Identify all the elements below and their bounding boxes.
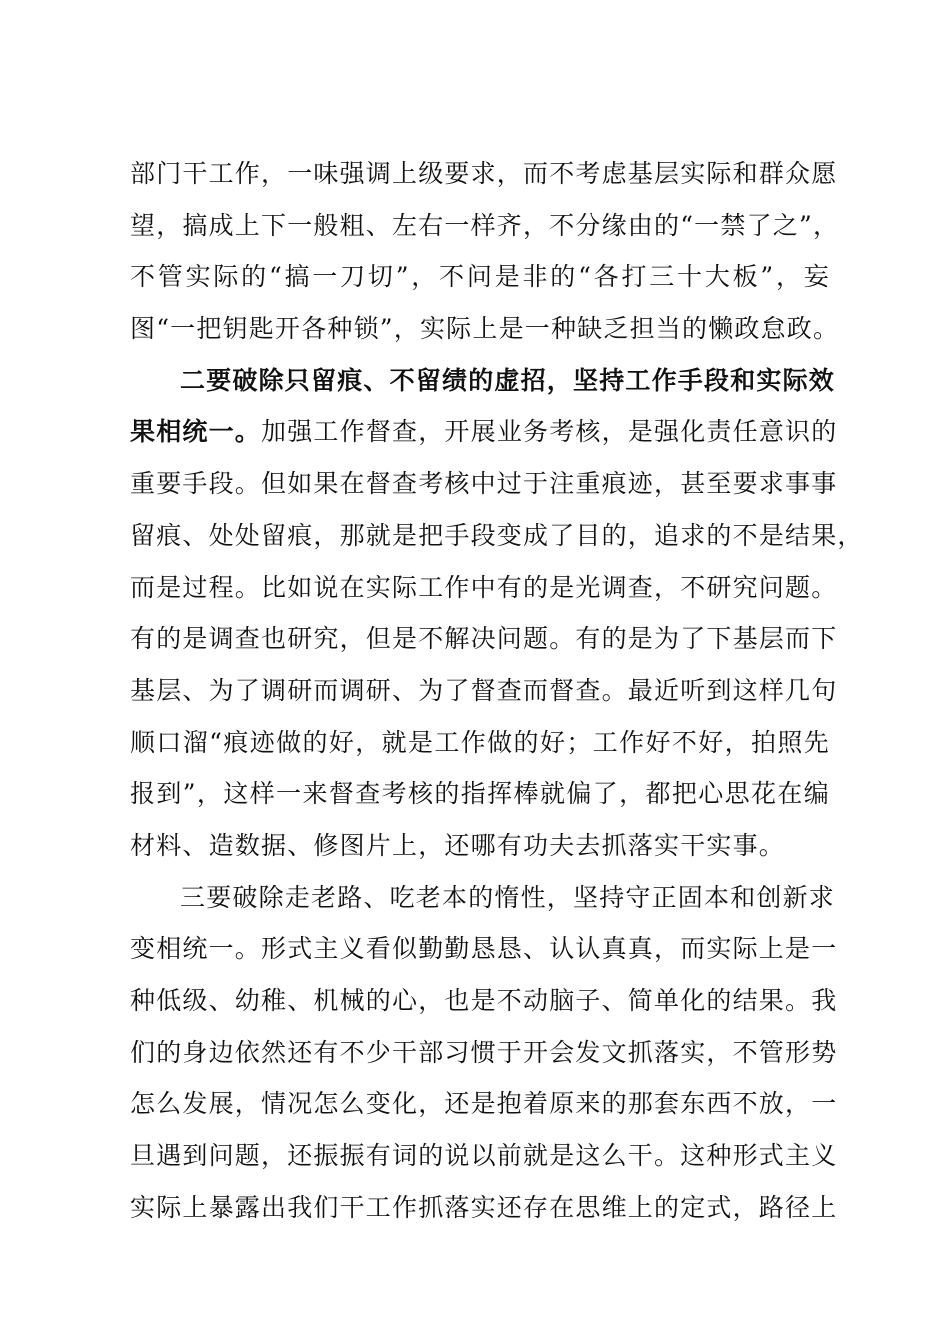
text-line: 重要手段。但如果在督查考核中过于注重痕迹，甚至要求事事	[130, 469, 838, 499]
text-line: 图“一把钥匙开各种锁”，实际上是一种缺乏担当的懒政怠政。	[130, 314, 840, 344]
text-line: 实际上暴露出我们干工作抓落实还存在思维上的定式，路径上	[130, 1192, 838, 1222]
text-line: 顺口溜“痕迹做的好，就是工作做的好；工作好不好，拍照先	[130, 727, 830, 757]
text-line: 不管实际的“搞一刀切”，不问是非的“各打三十大板”，妄	[130, 262, 830, 292]
text-line	[130, 406, 838, 458]
text-line: 部门干工作，一味强调上级要求，而不考虑基层实际和群众愿	[130, 159, 838, 188]
text-line-rest: 加强工作督查，开展业务考核，是强化责任意识的	[261, 417, 838, 447]
text-line: 材料、造数据、修图片上，还哪有功夫去抓落实干实事。	[130, 830, 786, 860]
paragraph-heading-tail: 果相统一。	[130, 417, 262, 447]
text-line: 基层、为了调研而调研、为了督查而督查。最近听到这样几句	[130, 675, 838, 705]
text-line: 有的是调查也研究，但是不解决问题。有的是为了下基层而下	[130, 624, 838, 654]
text-line: 旦遇到问题，还振振有词的说以前就是这么干。这种形式主义	[130, 1141, 838, 1171]
text-line: 们的身边依然还有不少干部习惯于开会发文抓落实，不管形势	[130, 1037, 838, 1067]
text-line: 报到”，这样一来督查考核的指挥棒就偏了，都把心思花在编	[130, 779, 830, 809]
paragraph-heading: 二要破除只留痕、不留绩的虚招，坚持工作手段和实际效	[180, 365, 836, 395]
text-line: 而是过程。比如说在实际工作中有的是光调查，不研究问题。	[130, 572, 838, 602]
text-line: 望，搞成上下一般粗、左右一样齐，不分缘由的“一禁了之”，	[130, 210, 840, 240]
text-line: 怎么发展，情况怎么变化，还是抱着原来的那套东西不放，一	[130, 1089, 838, 1119]
paragraph-2	[130, 355, 864, 872]
paragraph-1	[130, 148, 840, 355]
text-line: 变相统一。形式主义看似勤勤恳恳、认认真真，而实际上是一	[130, 934, 838, 964]
paragraph-3	[130, 872, 838, 1234]
document-body	[130, 148, 864, 1233]
text-line: 留痕、处处留痕，那就是把手段变成了目的，追求的不是结果，	[130, 520, 864, 550]
text-line: 三要破除走老路、吃老本的惰性，坚持守正固本和创新求	[180, 882, 836, 912]
text-line: 种低级、幼稚、机械的心，也是不动脑子、简单化的结果。我	[130, 986, 838, 1015]
